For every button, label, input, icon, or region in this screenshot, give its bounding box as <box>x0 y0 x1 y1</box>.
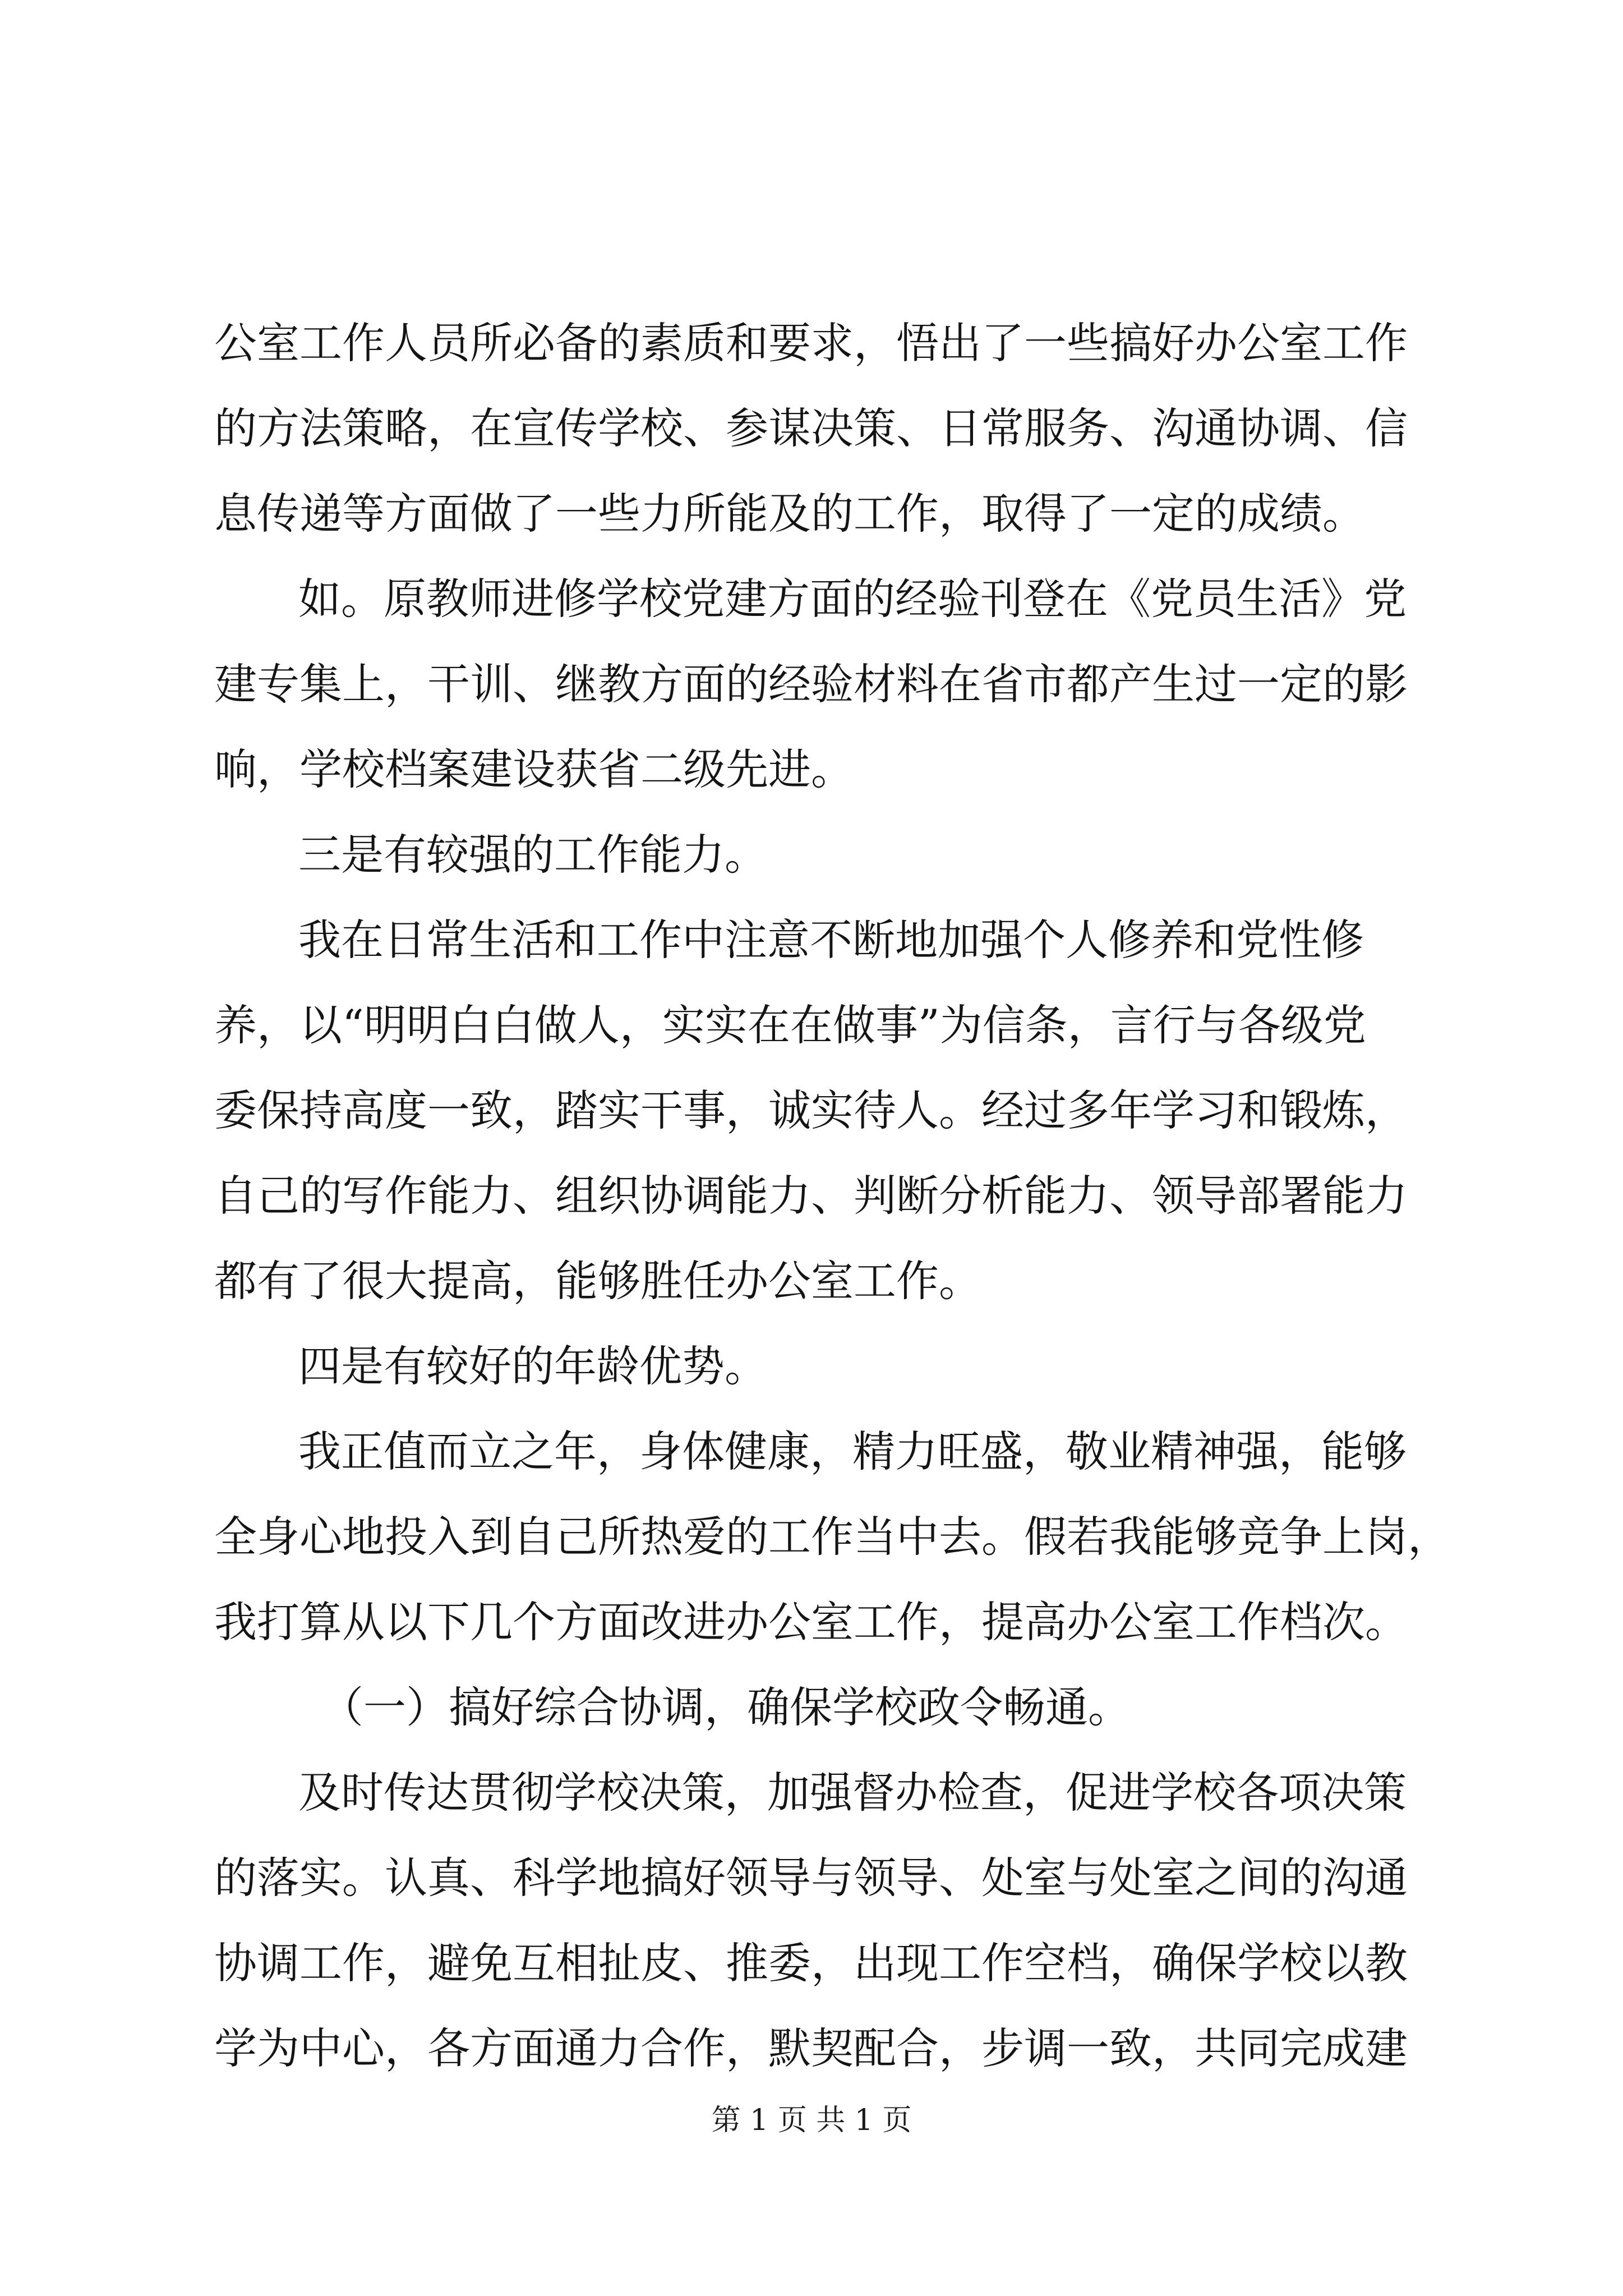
document-body <box>214 301 1450 2091</box>
text-line: 公室工作人员所必备的素质和要求，悟出了一些搞好办公室工作 <box>214 318 1408 368</box>
text-line: 的方法策略，在宣传学校、参谋决策、日常服务、沟通协调、信 <box>214 403 1408 453</box>
text-line: 息传递等方面做了一些力所能及的工作，取得了一定的成绩。 <box>214 489 1365 539</box>
text-line: 自己的写作能力、组织协调能力、判断分析能力、领导部署能力 <box>214 1171 1408 1221</box>
section-heading: 四是有较好的年龄优势。 <box>298 1341 767 1391</box>
text-line: 建专集上，干训、继教方面的经验材料在省市都产生过一定的影 <box>214 659 1408 709</box>
paragraph-start-line: 我正值而立之年，身体健康，精力旺盛，敬业精神强，能够 <box>298 1427 1407 1476</box>
text-line: 学为中心，各方面通力合作，默契配合，步调一致，共同完成建 <box>214 2023 1408 2073</box>
text-line: 响，学校档案建设获省二级先进。 <box>214 744 854 794</box>
text-line: 全身心地投入到自己所热爱的工作当中去。假若我能够竞争上岗， <box>214 1512 1450 1562</box>
text-line: 我打算从以下几个方面改进办公室工作，提高办公室工作档次。 <box>214 1597 1408 1647</box>
page-footer: 第 1 页 共 1 页 <box>711 2104 912 2137</box>
text-line: 都有了很大提高，能够胜任办公室工作。 <box>214 1256 981 1306</box>
text-line: 协调工作，避免互相扯皮、推委，出现工作空档，确保学校以教 <box>214 1938 1408 1988</box>
subsection-heading: （一）搞好综合协调，确保学校政令畅通。 <box>321 1682 1131 1732</box>
paragraph-start-line: 及时传达贯彻学校决策，加强督办检查，促进学校各项决策 <box>298 1768 1407 1818</box>
paragraph-start-line: 如。原教师进修学校党建方面的经验刊登在《党员生活》党 <box>298 574 1407 624</box>
text-line: 养，以“明明白白做人，实实在在做事”为信条，言行与各级党 <box>214 1000 1366 1050</box>
section-heading: 三是有较强的工作能力。 <box>298 830 767 880</box>
paragraph-start-line: 我在日常生活和工作中注意不断地加强个人修养和党性修 <box>298 915 1364 965</box>
text-line: 的落实。认真、科学地搞好领导与领导、处室与处室之间的沟通 <box>214 1853 1408 1903</box>
text-line: 委保持高度一致，踏实干事，诚实待人。经过多年学习和锻炼， <box>214 1085 1408 1135</box>
